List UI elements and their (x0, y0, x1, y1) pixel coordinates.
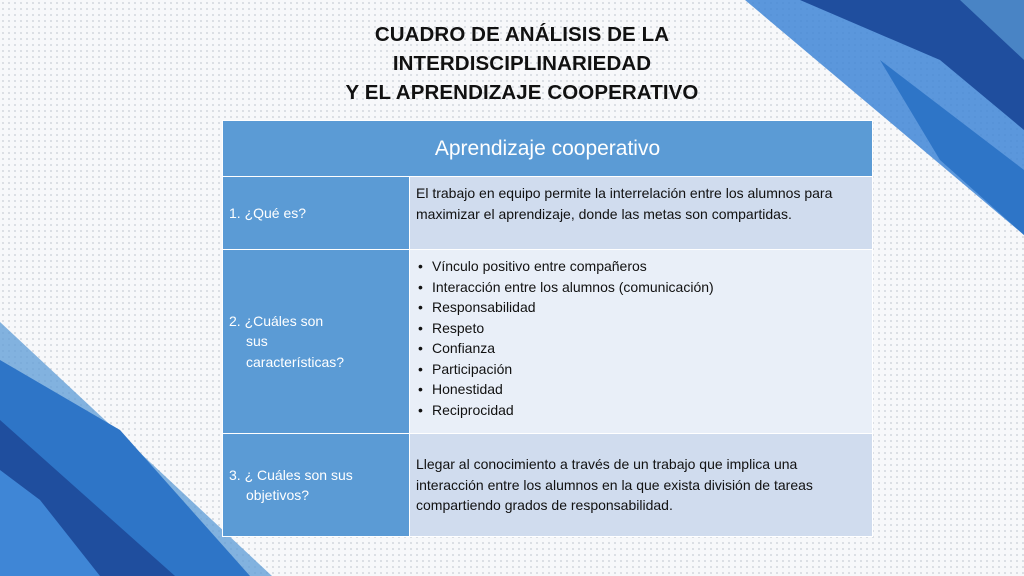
row-label-line: características? (246, 353, 345, 370)
table-header-row (223, 121, 873, 177)
row-label-line: 2. ¿Cuáles son (229, 312, 324, 329)
row-label-line: 1. ¿Qué es? (229, 204, 307, 221)
row-content-what-is: El trabajo en equipo permite la interrelación entre los alumnos para maximizar el aprendizaje, donde las metas son compartidas. (410, 177, 873, 250)
row-label-line: sus (246, 333, 268, 350)
table-row (223, 177, 873, 250)
title-line-3: Y EL APRENDIZAJE COOPERATIVO (345, 81, 699, 104)
analysis-table (222, 120, 873, 537)
row-label-what-is (223, 177, 410, 250)
list-item: • Responsabilidad (416, 297, 862, 318)
characteristics-list (416, 256, 862, 420)
list-item: • Participación (416, 359, 862, 380)
row-label-objectives (223, 434, 410, 537)
list-item: • Interacción entre los alumnos (comunicación) (416, 277, 862, 298)
row-label-characteristics (223, 250, 410, 434)
table-header: Aprendizaje cooperativo (223, 121, 873, 177)
list-item: • Reciprocidad (416, 400, 862, 421)
page-title (262, 20, 782, 107)
row-label-line: objetivos? (246, 487, 310, 503)
title-line-1: CUADRO DE ANÁLISIS DE LA (374, 23, 670, 46)
list-item: • Vínculo positivo entre compañeros (416, 256, 862, 277)
row-content-characteristics (410, 250, 873, 434)
row-label-line: 3. ¿ Cuáles son sus (229, 466, 353, 483)
list-item: • Respeto (416, 318, 862, 339)
table-row (223, 250, 873, 434)
table-row (223, 434, 873, 537)
title-line-2: INTERDISCIPLINARIEDAD (392, 52, 652, 75)
row-content-objectives: Llegar al conocimiento a través de un trabajo que implica una interacción entre los alumnos en la que exista división de tareas compartiendo grados de responsabilidad. (410, 434, 873, 537)
list-item: • Honestidad (416, 379, 862, 400)
list-item: • Confianza (416, 338, 862, 359)
